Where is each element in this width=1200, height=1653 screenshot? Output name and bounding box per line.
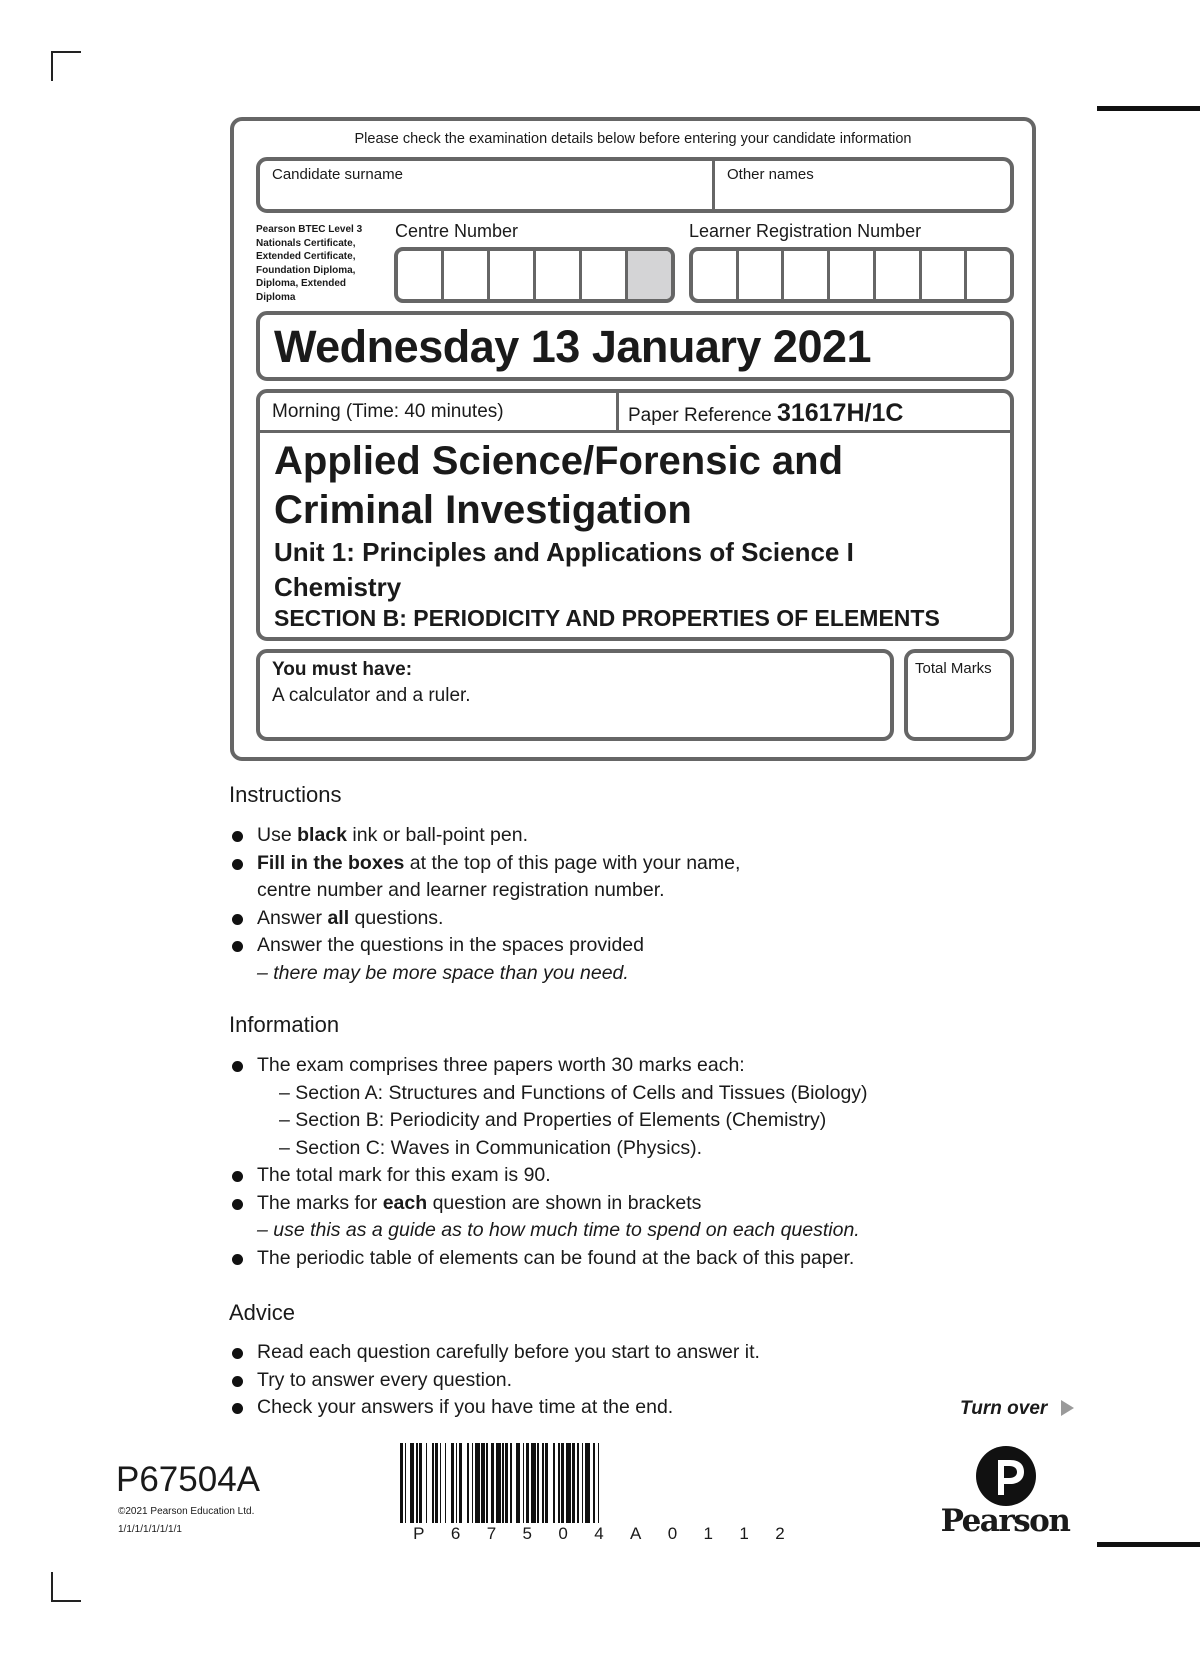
pearson-wordmark: Pearson xyxy=(940,1503,1070,1539)
session-underline xyxy=(260,430,1010,433)
bullet-icon xyxy=(232,1171,243,1182)
barcode-digit: 4 xyxy=(594,1524,604,1543)
pearson-logo xyxy=(940,1445,1070,1539)
paper-code: P67504A xyxy=(116,1460,261,1499)
barcode-digit: A xyxy=(630,1524,642,1543)
bullet-icon xyxy=(232,1199,243,1210)
barcode-digits xyxy=(400,1524,798,1544)
crop-mark-top-v xyxy=(51,51,53,81)
barcode-digit: 7 xyxy=(486,1524,497,1543)
session-divider xyxy=(616,393,619,430)
instructions-heading: Instructions xyxy=(229,782,342,807)
centre-digit-box[interactable] xyxy=(536,251,582,299)
barcode xyxy=(400,1443,798,1523)
candidate-surname-label: Candidate surname xyxy=(272,166,403,183)
barcode-digit: 1 xyxy=(739,1524,749,1543)
centre-digit-box[interactable] xyxy=(444,251,490,299)
bullet-icon xyxy=(232,941,243,952)
list-item: Try to answer every question. xyxy=(229,1367,1029,1395)
bullet-icon xyxy=(232,859,243,870)
barcode-digit: 5 xyxy=(522,1524,532,1543)
advice-list xyxy=(229,1339,1029,1422)
exam-session: Morning (Time: 40 minutes) xyxy=(272,401,504,422)
barcode-digit: 0 xyxy=(667,1524,678,1543)
total-marks-box xyxy=(904,649,1014,741)
unit-title-line2: Chemistry xyxy=(274,572,402,602)
advice-heading: Advice xyxy=(229,1300,296,1325)
other-names-field[interactable] xyxy=(722,187,1007,207)
paper-details-box xyxy=(256,389,1014,641)
play-arrow-icon xyxy=(1061,1400,1074,1416)
turn-over-label: Turn over xyxy=(960,1398,1048,1419)
bullet-icon xyxy=(232,914,243,925)
pearson-logo-icon xyxy=(940,1445,1070,1507)
barcode-digit: 1 xyxy=(703,1524,714,1543)
list-item: Check your answers if you have time at the end. xyxy=(229,1394,1029,1422)
information-heading: Information xyxy=(229,1012,340,1037)
information-list xyxy=(229,1052,1109,1272)
bullet-icon xyxy=(232,1376,243,1387)
subject-title-line1: Applied Science/Forensic and xyxy=(274,439,844,483)
turn-over xyxy=(960,1398,1074,1420)
barcode-digit: 6 xyxy=(450,1524,461,1543)
paper-reference xyxy=(628,399,903,428)
list-item: Use black ink or ball-point pen. xyxy=(229,822,1029,850)
learner-digit-box[interactable] xyxy=(784,251,830,299)
instructions-list xyxy=(229,822,1029,987)
sublist-item: – Section A: Structures and Functions of Cells and Tissues (Biology) xyxy=(279,1081,868,1104)
crop-mark-top-h xyxy=(51,51,81,53)
centre-digit-box[interactable] xyxy=(582,251,628,299)
centre-number-grid[interactable] xyxy=(394,247,675,303)
bullet-icon xyxy=(232,1254,243,1265)
learner-digit-box[interactable] xyxy=(830,251,876,299)
bullet-icon xyxy=(232,1403,243,1414)
list-item: Read each question carefully before you start to answer it. xyxy=(229,1339,1029,1367)
learner-registration-label: Learner Registration Number xyxy=(689,221,922,241)
bullet-icon xyxy=(232,1348,243,1359)
centre-number-label: Centre Number xyxy=(395,221,519,241)
sublist-item: – Section C: Waves in Communication (Physics). xyxy=(279,1136,703,1159)
crop-mark-bottom-v xyxy=(51,1572,53,1602)
barcode-digit: 2 xyxy=(775,1524,785,1543)
other-names-label: Other names xyxy=(727,166,814,183)
must-have-box xyxy=(256,649,894,741)
list-item: Answer all questions. xyxy=(229,905,1029,933)
list-item: Fill in the boxes at the top of this page with your name, centre number and learner registration number. xyxy=(229,850,1029,905)
learner-registration-grid[interactable] xyxy=(689,247,1014,303)
list-item: The total mark for this exam is 90. xyxy=(229,1162,1109,1190)
learner-digit-box[interactable] xyxy=(967,251,1010,299)
edge-rule-top xyxy=(1097,106,1200,111)
list-item: The exam comprises three papers worth 30 marks each: – Section A: Structures and Functions of Cells and Tissues (Biology) – Section B: Periodicity and Properties of Elements (Chemistry) – Section C: Waves in Communication (Physics). xyxy=(229,1052,1109,1162)
learner-digit-box[interactable] xyxy=(876,251,922,299)
bullet-icon xyxy=(232,1061,243,1072)
paper-reference-label: Paper Reference xyxy=(628,405,772,426)
list-item: The periodic table of elements can be found at the back of this paper. xyxy=(229,1245,1109,1273)
check-details-note: Please check the examination details below before entering your candidate information xyxy=(354,131,912,147)
edge-rule-bottom xyxy=(1097,1542,1200,1547)
candidate-name-box xyxy=(256,157,1014,213)
list-item: The marks for each question are shown in brackets – use this as a guide as to how much time to spend on each question. xyxy=(229,1190,1109,1245)
exam-header-frame xyxy=(230,117,1036,761)
subject-title-line2: Criminal Investigation xyxy=(274,488,692,532)
centre-digit-box[interactable] xyxy=(398,251,444,299)
barcode-digit: P xyxy=(413,1524,425,1543)
qualification-list: Pearson BTEC Level 3 Nationals Certificate, Extended Certificate, Foundation Diploma, Diploma, Extended Diploma xyxy=(256,224,363,303)
paper-reference-code: 31617H/1C xyxy=(776,399,904,427)
print-code: 1/1/1/1/1/1/1/1 xyxy=(118,1524,182,1535)
unit-title-line1: Unit 1: Principles and Applications of Science I xyxy=(274,537,854,567)
learner-digit-box[interactable] xyxy=(693,251,739,299)
must-have-text: A calculator and a ruler. xyxy=(272,685,471,706)
bullet-icon xyxy=(232,831,243,842)
candidate-surname-field[interactable] xyxy=(266,187,706,207)
must-have-label: You must have: xyxy=(272,659,413,680)
total-marks-label: Total Marks xyxy=(915,660,992,677)
section-title: SECTION B: PERIODICITY AND PROPERTIES OF ELEMENTS xyxy=(274,605,940,631)
list-item: Answer the questions in the spaces provided – there may be more space than you need. xyxy=(229,932,1029,987)
exam-date: Wednesday 13 January 2021 xyxy=(274,321,872,372)
learner-digit-box[interactable] xyxy=(739,251,785,299)
crop-mark-bottom-h xyxy=(51,1600,81,1602)
copyright-text: ©2021 Pearson Education Ltd. xyxy=(118,1506,255,1517)
section-sublist xyxy=(257,1080,1109,1163)
exam-date-box xyxy=(256,311,1014,381)
name-divider xyxy=(712,161,715,209)
centre-digit-box[interactable] xyxy=(490,251,536,299)
sublist-item: – Section B: Periodicity and Properties of Elements (Chemistry) xyxy=(279,1109,827,1131)
learner-digit-box[interactable] xyxy=(922,251,968,299)
centre-digit-box-shaded xyxy=(628,251,671,299)
barcode-digit: 0 xyxy=(558,1524,568,1543)
